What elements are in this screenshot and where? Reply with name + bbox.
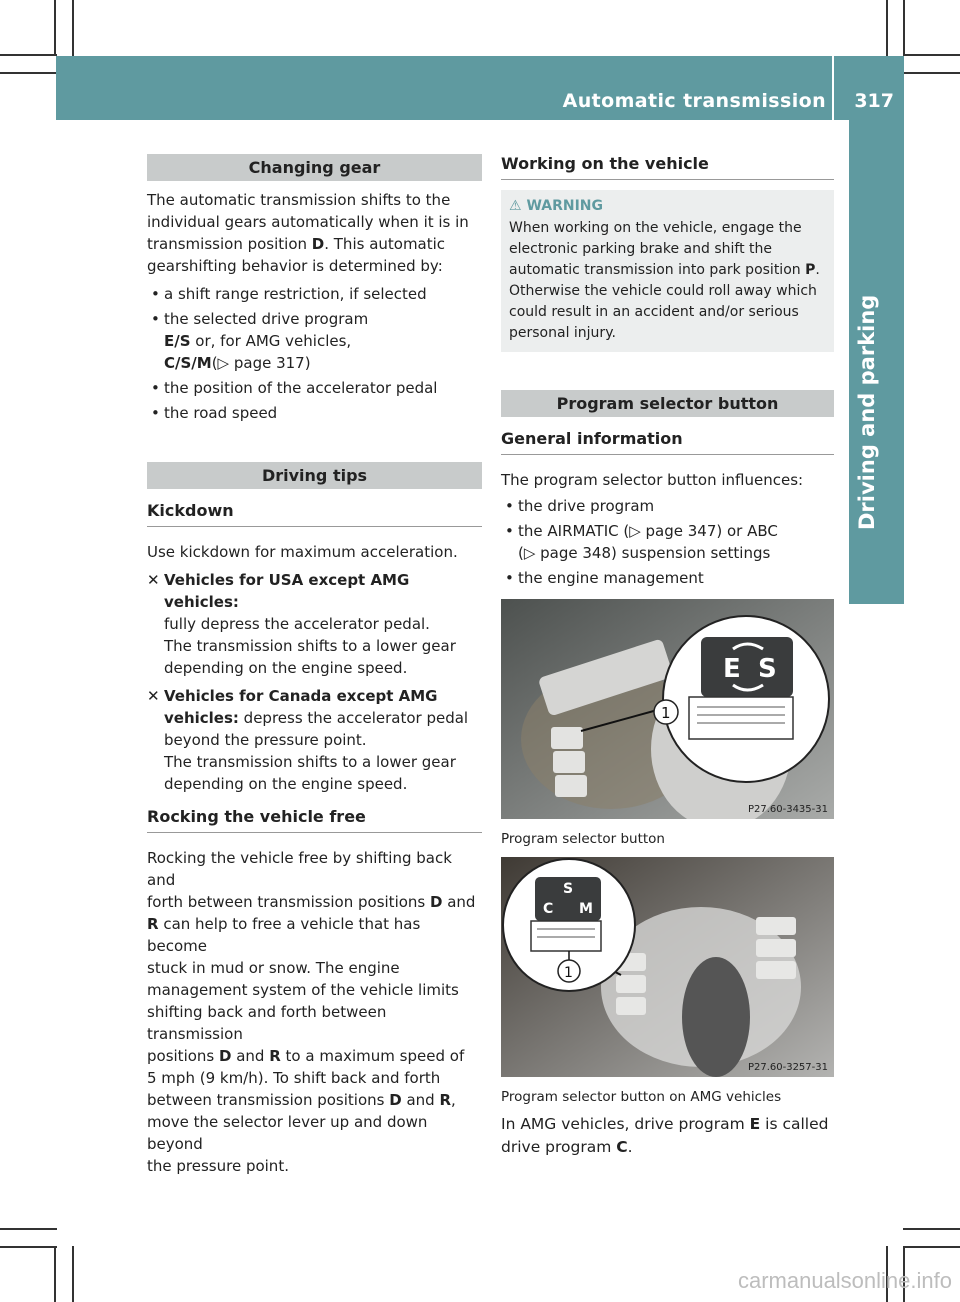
- section-heading: Changing gear: [147, 154, 482, 181]
- paragraph-line: gearshifting behavior is determined by:: [147, 257, 443, 275]
- crop-mark: [886, 0, 888, 56]
- list-item-continued[interactable]: (▷ page 348) suspension settings: [518, 544, 771, 562]
- crop-mark: [0, 1228, 57, 1230]
- left-column: [147, 154, 482, 1177]
- side-tab-marker: [849, 540, 904, 604]
- crop-mark: [72, 0, 74, 56]
- section-heading: Driving tips: [147, 462, 482, 489]
- page-reference-link: (▷ page 317): [211, 354, 311, 372]
- header-divider: [832, 56, 834, 120]
- page-header: [56, 56, 904, 120]
- program-selector-illustration: [501, 599, 834, 819]
- list-item: • the position of the accelerator pedal: [151, 379, 438, 397]
- figure-code: P27.60-3257-31: [747, 1062, 828, 1073]
- svg-text:1: 1: [564, 965, 573, 981]
- crop-mark: [903, 54, 960, 56]
- svg-text:S: S: [758, 654, 777, 684]
- right-column: [501, 154, 834, 1159]
- side-tab: [849, 120, 904, 540]
- figure-code: P27.60-3435-31: [747, 804, 828, 815]
- list-item: • the selected drive program: [151, 310, 369, 328]
- warning-triangle-icon: ⚠: [509, 198, 522, 214]
- figure-caption: Program selector button on AMG vehicles: [501, 1089, 782, 1105]
- figure-caption: Program selector button: [501, 831, 665, 847]
- amg-program-selector-figure: [501, 857, 834, 1077]
- crop-mark: [0, 54, 57, 56]
- warning-header: ⚠ WARNING: [509, 198, 603, 214]
- step-marker-icon: ✕: [147, 571, 160, 589]
- subsection-title: Rocking the vehicle free: [147, 807, 482, 833]
- section-title: Automatic transmission: [562, 90, 826, 112]
- subsection-title: Kickdown: [147, 501, 482, 527]
- paragraph-line: individual gears automatically when it is in: [147, 213, 469, 231]
- program-selector-figure: [501, 599, 834, 819]
- page-number: 317: [854, 90, 894, 112]
- svg-text:1: 1: [661, 704, 671, 722]
- section-heading: Program selector button: [501, 390, 834, 417]
- svg-text:C: C: [543, 901, 554, 917]
- rocking-body: Rocking the vehicle free by shifting back and forth between transmission positions D and R can help to free a vehicle that has become stuck in mud or snow. The engine management system of the vehicle limits shifting back and forth between transmission positions D and R to a maximum speed of 5 mph (9 km/h). To shift back and forth between transmission positions D and R, move the selector lever up and down beyond the pressure point.: [147, 849, 476, 1175]
- paragraph-line: drive program C.: [501, 1138, 633, 1156]
- svg-text:E: E: [723, 654, 741, 684]
- crop-mark: [54, 1246, 56, 1302]
- crop-mark: [903, 0, 905, 56]
- paragraph-line: In AMG vehicles, drive program E is called: [501, 1115, 829, 1133]
- list-item-continued: E/S or, for AMG vehicles,: [164, 332, 352, 350]
- subsection-title: General information: [501, 429, 834, 455]
- subsection-title: Working on the vehicle: [501, 154, 834, 180]
- crop-mark: [0, 72, 57, 74]
- list-item: • the drive program: [505, 497, 655, 515]
- side-tab-label: Driving and parking: [855, 294, 879, 530]
- crop-mark: [903, 72, 960, 74]
- paragraph-line: The program selector button influences:: [501, 471, 804, 489]
- list-item[interactable]: • the AIRMATIC (▷ page 347) or ABC: [505, 522, 778, 540]
- crop-mark: [903, 1246, 960, 1248]
- crop-mark: [54, 0, 56, 56]
- crop-mark: [903, 1228, 960, 1230]
- svg-text:M: M: [579, 901, 593, 917]
- paragraph-line: The automatic transmission shifts to the: [147, 191, 451, 209]
- list-item: • the road speed: [151, 404, 278, 422]
- paragraph-line: Use kickdown for maximum acceleration.: [147, 543, 458, 561]
- instruction-step: ✕ Vehicles for USA except AMG vehicles: fully depress the accelerator pedal. The transmission shifts to a lower gear depending on the engine speed.: [147, 571, 456, 677]
- crop-mark: [0, 1246, 57, 1248]
- paragraph-line: transmission position D. This automatic: [147, 235, 446, 253]
- instruction-step: ✕ Vehicles for Canada except AMG vehicles: depress the accelerator pedal beyond the pressure point. The transmission shifts to a lower gear depending on the engine speed.: [147, 687, 469, 793]
- warning-box: ⚠ WARNING When working on the vehicle, engage the electronic parking brake and shift the automatic transmission into park position P. Otherwise the vehicle could roll away which could result in an accident and/or serious personal injury.: [501, 190, 834, 352]
- step-marker-icon: ✕: [147, 687, 160, 705]
- crop-mark: [72, 1246, 74, 1302]
- amg-selector-illustration: [501, 857, 834, 1077]
- watermark: carmanualsonline.info: [737, 1268, 952, 1293]
- list-item: • the engine management: [505, 569, 704, 587]
- list-item: • a shift range restriction, if selected: [151, 285, 427, 303]
- changing-gear-body: [147, 189, 482, 424]
- svg-text:S: S: [563, 881, 574, 897]
- list-item-continued[interactable]: C/S/M(▷ page 317): [164, 354, 311, 372]
